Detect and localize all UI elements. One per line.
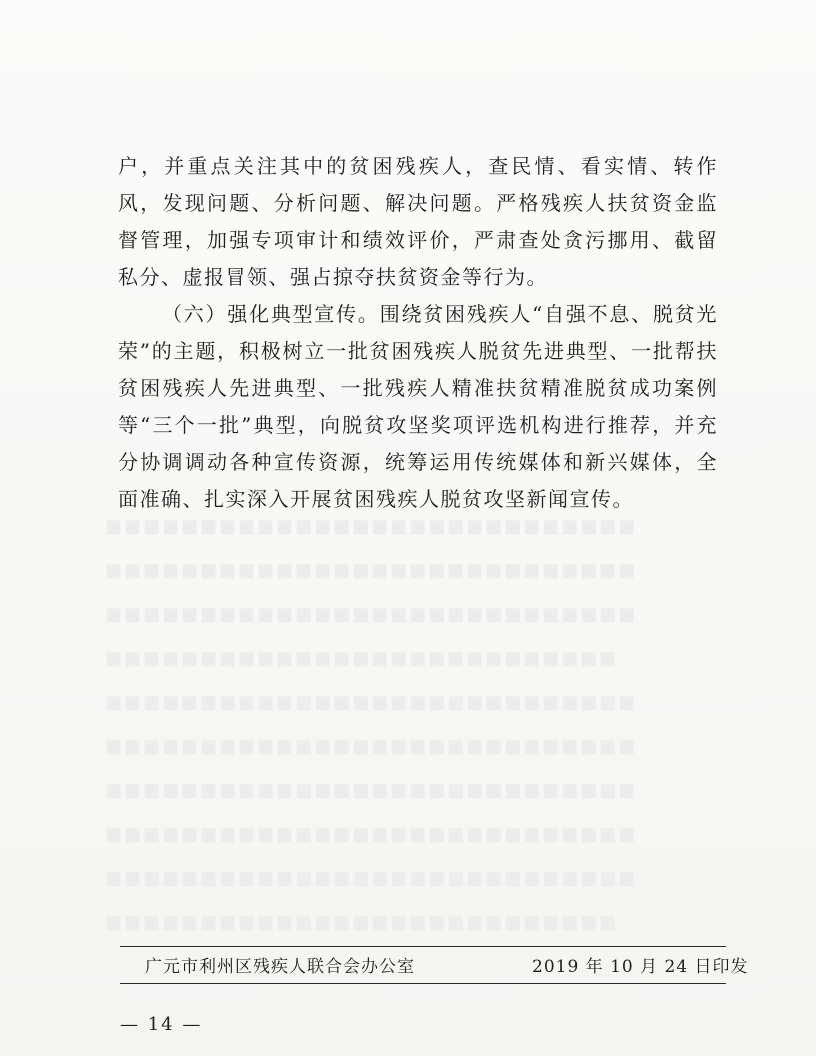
page-number: — 14 —: [120, 1014, 203, 1035]
paragraph: （六）强化典型宣传。围绕贫困残疾人“自强不息、脱贫光荣”的主题，积极树立一批贫困残疾人脱贫先进典型、一批帮扶贫困残疾人先进典型、一批残疾人精准扶贫精准脱贫成功案例等“三个一批”典型，向脱贫攻坚奖项评选机构进行推荐，并充分协调调动各种宣传资源，统筹运用传统媒体和新兴媒体，全面准确、扎实深入开展贫困残疾人脱贫攻坚新闻宣传。: [118, 302, 718, 511]
document-body: [118, 148, 718, 518]
footer-date: 2019 年 10 月 24 日印发: [532, 957, 749, 977]
bleed-through-text: ■■■■■■■■■■■■■■■■■■■■■■■■■■■■ ■■■■■■■■■■■■■■■■■■■■■■■■■■■■ ■■■■■■■■■■■■■■■■■■■■■■■■■■■■ ■■■■■■■■■■■■■■■■■■■■■■■■■■■ ■■■■■■■■■■■■■■■■■■■■■■■■■■■■ ■■■■■■■■■■■■■■■■■■■■■■■■■■■■ ■■■■■■■■■■■■■■■■■■■■■■■■■■■■ ■■■■■■■■■■■■■■■■■■■■■■■■■■■■ ■■■■■■■■■■■■■■■■■■■■■■■■■■■■ ■■■■■■■■■■■■■■■■■■■■■■■■■■■: [105, 516, 638, 933]
footer-bottom-rule: [120, 983, 726, 984]
footer-top-rule: [120, 946, 726, 947]
footer-issuer: 广元市利州区残疾人联合会办公室: [145, 957, 415, 977]
paragraph: 户，并重点关注其中的贫困残疾人，查民情、看实情、转作风，发现问题、分析问题、解决问题。严格残疾人扶贫资金监督管理，加强专项审计和绩效评价，严肃查处贪污挪用、截留私分、虚报冒领、强占掠夺扶贫资金等行为。: [118, 154, 718, 289]
